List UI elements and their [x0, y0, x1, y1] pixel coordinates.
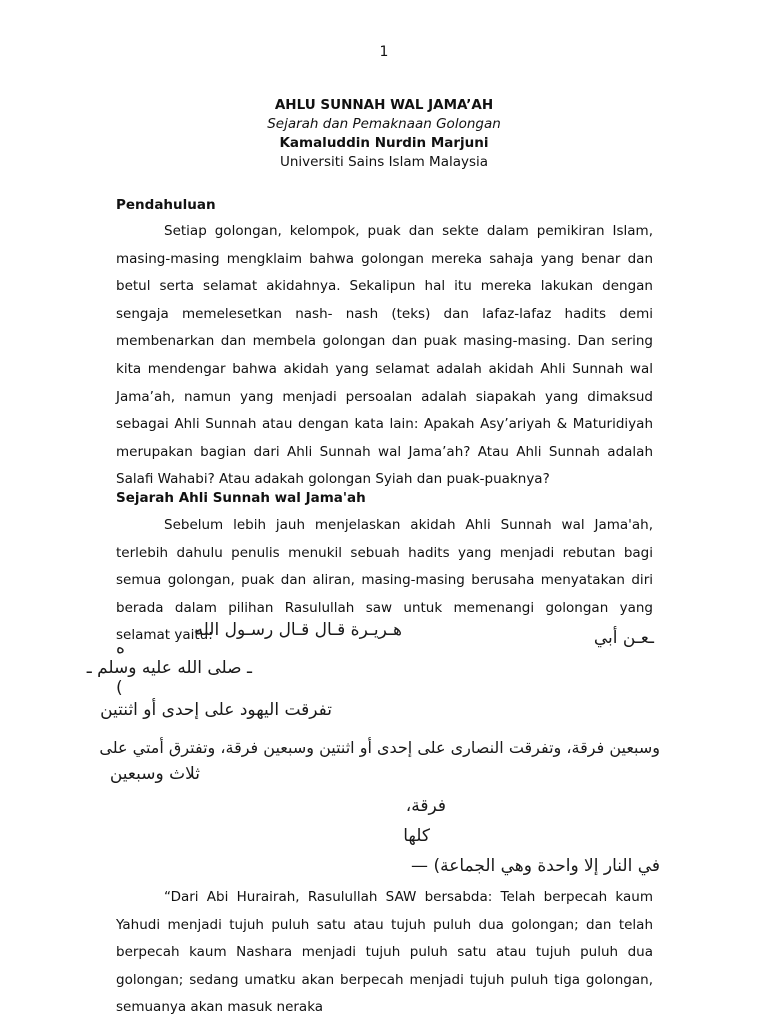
document-subtitle: Sejarah dan Pemaknaan Golongan	[267, 116, 501, 132]
hadith-translation: “Dari Abi Hurairah, Rasulullah SAW bersabda: Telah berpecah kaum Yahudi menjadi tujuh puluh satu atau tujuh puluh dua golongan; dan telah berpecah kaum Nashara menjadi tujuh puluh satu atau tujuh puluh dua golongan; sedang umatku akan berpecah menjadi tujuh puluh tiga golongan, semuanya akan masuk neraka	[116, 889, 653, 1016]
author-institution: Universiti Sains Islam Malaysia	[279, 154, 489, 170]
arabic-line: وسبعين فرقة، وتفرقت النصارى على إحدى أو اثنتين وسبعين فرقة، وتفترق أمتي على	[99, 738, 660, 757]
arabic-line: هـريـرة قـال قـال رسـول الله	[194, 620, 402, 640]
arabic-line: في النار إلا واحدة وهي الجماعة) —	[411, 856, 660, 876]
section-heading-history: Sejarah Ahli Sunnah wal Jama'ah	[116, 490, 366, 506]
section-heading-intro: Pendahuluan	[116, 197, 216, 213]
arabic-line: فرقة،	[405, 796, 446, 816]
author-name: Kamaluddin Nurdin Marjuni	[279, 135, 489, 151]
arabic-line: ـ صلى الله عليه وسلم ـ	[86, 658, 252, 678]
arabic-line: ثلاث وسبعين	[109, 764, 200, 784]
arabic-line: كلها	[403, 826, 430, 846]
page-number: 1	[379, 44, 389, 60]
arabic-line: )	[116, 678, 123, 698]
hadith-arabic-text	[86, 618, 660, 880]
arabic-line: ه	[116, 638, 125, 658]
arabic-line: تفرقت اليهود على إحدى أو اثنتين	[100, 700, 332, 720]
document-title: AHLU SUNNAH WAL JAMA’AH	[274, 97, 494, 113]
title-block	[0, 96, 768, 172]
intro-paragraph: Setiap golongan, kelompok, puak dan sekte dalam pemikiran Islam, masing-masing mengklaim bahwa golongan mereka sahaja yang benar dan betul serta selamat akidahnya. Sekalipun hal itu mereka lakukan dengan sengaja memelesetkan nash- nash (teks) dan lafaz-lafaz hadits demi membenarkan dan membela golongan dan puak masing-masing. Dan sering kita mendengar bahwa akidah yang selamat adalah akidah Ahli Sunnah wal Jama’ah, namun yang menjadi persoalan adalah siapakah yang dimaksud sebagai Ahli Sunnah atau dengan kata lain: Apakah Asy’ariyah & Maturidiyah merupakan bagian dari Ahli Sunnah wal Jama’ah? Atau Ahli Sunnah adalah Salafi Wahabi? Atau adakah golongan Syiah dan puak-puaknya?	[116, 223, 653, 488]
arabic-line: ـعـن أبي	[593, 628, 654, 648]
history-paragraph: Sebelum lebih jauh menjelaskan akidah Ahli Sunnah wal Jama'ah, terlebih dahulu penulis menukil sebuah hadits yang menjadi rebutan bagi semua golongan, puak dan aliran, masing-masing berusaha menyatakan diri berada dalam pilihan Rasulullah saw untuk memenangi golongan yang selamat yaitu:	[116, 517, 653, 644]
